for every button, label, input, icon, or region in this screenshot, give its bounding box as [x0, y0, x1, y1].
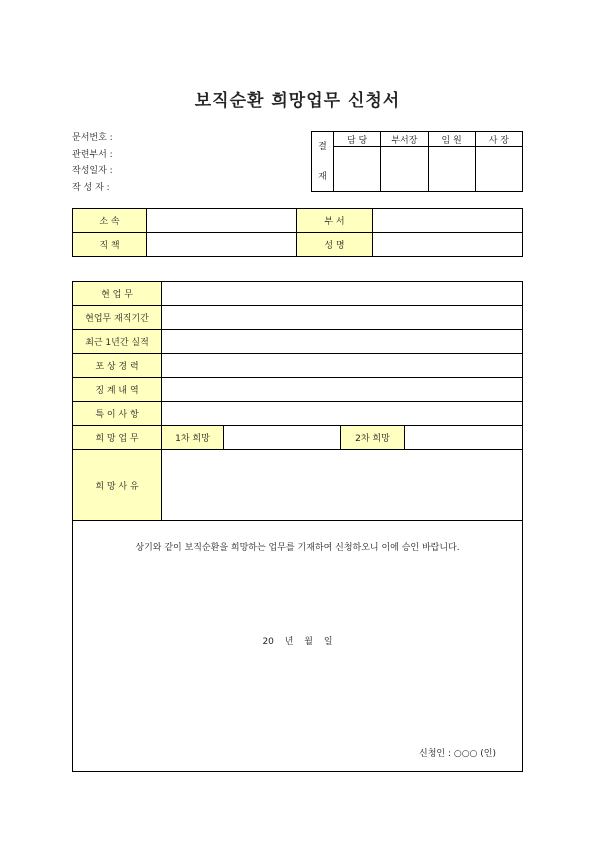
writer-label: 작 성 자 : — [72, 182, 110, 193]
document-title: 보직순환 희망업무 신청서 — [194, 91, 401, 111]
approval-header-staff: 담 당 — [334, 132, 381, 147]
affiliation-label: 소 속 — [73, 209, 147, 233]
approval-sign-dept-head[interactable] — [381, 147, 428, 192]
awards-label: 포 상 경 력 — [73, 354, 162, 378]
position-label: 직 책 — [73, 233, 147, 257]
approval-header-executive: 임 원 — [428, 132, 475, 147]
first-choice-label: 1차 희망 — [162, 426, 224, 450]
current-work-field[interactable] — [162, 282, 523, 306]
name-label: 성 명 — [297, 233, 373, 257]
write-date-label: 작성일자 : — [72, 166, 113, 176]
discipline-field[interactable] — [162, 378, 523, 402]
discipline-label: 징 계 내 역 — [73, 378, 162, 402]
application-statement: 상기와 같이 보직순환을 희망하는 업무를 기재하여 신청하오니 이에 승인 바랍니다. — [135, 543, 460, 553]
current-work-label: 현 업 무 — [73, 282, 162, 306]
name-field[interactable] — [373, 233, 523, 257]
approval-header-dept-head: 부서장 — [381, 132, 428, 147]
doc-number-label: 문서번호 : — [72, 133, 113, 143]
tenure-field[interactable] — [162, 306, 523, 330]
date-line: 20 년 월 일 — [262, 637, 333, 647]
signer-line: 신청인 : ○○○ (인) — [419, 749, 496, 759]
reason-label: 희 망 사 유 — [73, 450, 162, 521]
department-label: 부 서 — [297, 209, 373, 233]
department-field[interactable] — [373, 209, 523, 233]
request-form-table — [72, 281, 523, 772]
approval-sign-president[interactable] — [475, 147, 522, 192]
approval-sign-staff[interactable] — [334, 147, 381, 192]
approval-side-label — [312, 132, 334, 192]
approval-sign-executive[interactable] — [428, 147, 475, 192]
tenure-label: 현업무 재직기간 — [73, 306, 162, 330]
first-choice-field[interactable] — [224, 426, 341, 450]
approval-table — [311, 131, 523, 192]
statement-section — [73, 521, 523, 772]
approval-side-char-2: 재 — [318, 171, 327, 182]
remarks-label: 특 이 사 항 — [73, 402, 162, 426]
approval-side-char-1: 결 — [318, 141, 327, 152]
position-field[interactable] — [147, 233, 297, 257]
second-choice-label: 2차 희망 — [341, 426, 405, 450]
awards-field[interactable] — [162, 354, 523, 378]
document-meta — [72, 130, 113, 196]
desired-work-label: 희 망 업 무 — [73, 426, 162, 450]
approval-header-president: 사 장 — [475, 132, 522, 147]
recent-performance-field[interactable] — [162, 330, 523, 354]
applicant-info-table — [72, 208, 523, 257]
affiliation-field[interactable] — [147, 209, 297, 233]
remarks-field[interactable] — [162, 402, 523, 426]
reason-field[interactable] — [162, 450, 523, 521]
related-dept-label: 관련부서 : — [72, 149, 113, 160]
recent-performance-label: 최근 1년간 실적 — [73, 330, 162, 354]
second-choice-field[interactable] — [405, 426, 523, 450]
